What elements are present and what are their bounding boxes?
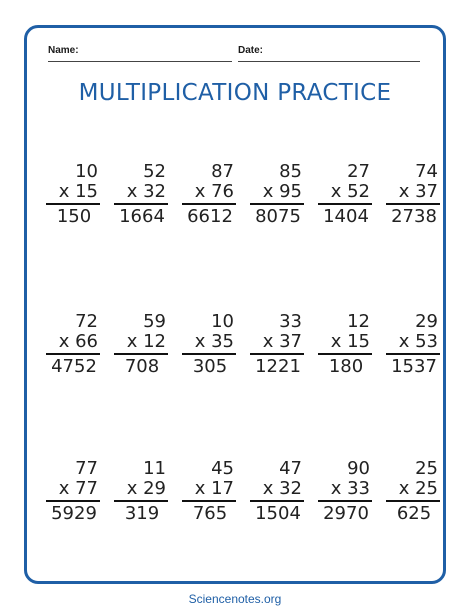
problem-rule — [386, 500, 440, 502]
problem-answer: 305 — [192, 356, 228, 377]
problem-rule — [46, 203, 100, 205]
problem-answer: 6612 — [187, 206, 233, 227]
problem-multiplier: x 25 — [398, 478, 438, 499]
problem-answer: 1221 — [255, 356, 301, 377]
problem-multiplier: x 76 — [194, 181, 234, 202]
problem — [110, 459, 174, 524]
problem-multiplier: x 37 — [262, 331, 302, 352]
problem-rule — [46, 353, 100, 355]
problem — [314, 162, 378, 227]
problem-answer: 1504 — [255, 503, 301, 524]
problem-multiplicand: 33 — [279, 311, 302, 332]
date-line — [238, 61, 420, 62]
problem-rule — [114, 500, 168, 502]
problem-rule — [114, 203, 168, 205]
problem — [110, 312, 174, 377]
problem-multiplicand: 47 — [279, 458, 302, 479]
problem-answer: 1537 — [391, 356, 437, 377]
name-label: Name: — [48, 45, 79, 56]
problem — [382, 162, 446, 227]
problem-multiplicand: 27 — [347, 161, 370, 182]
problem-multiplier: x 32 — [126, 181, 166, 202]
problem — [382, 312, 446, 377]
problem-rule — [318, 353, 372, 355]
problem-rule — [250, 353, 304, 355]
problem-multiplier: x 15 — [58, 181, 98, 202]
problem-multiplier: x 32 — [262, 478, 302, 499]
problem — [42, 459, 106, 524]
problem-answer: 708 — [124, 356, 160, 377]
problem-rule — [250, 500, 304, 502]
problem-answer: 180 — [328, 356, 364, 377]
problem — [314, 459, 378, 524]
problem-answer: 4752 — [51, 356, 97, 377]
problem-multiplicand: 85 — [279, 161, 302, 182]
page-title: MULTIPLICATION PRACTICE — [78, 80, 392, 106]
name-line — [48, 61, 232, 62]
date-label: Date: — [238, 45, 264, 56]
problem-multiplicand: 72 — [75, 311, 98, 332]
problem-multiplier: x 35 — [194, 331, 234, 352]
problem-answer: 1664 — [119, 206, 165, 227]
problem-answer: 150 — [56, 206, 92, 227]
problem-multiplier: x 77 — [58, 478, 98, 499]
problem-rule — [46, 500, 100, 502]
problem-multiplier: x 52 — [330, 181, 370, 202]
problem-multiplicand: 74 — [415, 161, 438, 182]
problem-multiplier: x 33 — [330, 478, 370, 499]
problem — [42, 312, 106, 377]
problem-multiplicand: 87 — [211, 161, 234, 182]
problem — [246, 459, 310, 524]
problem-multiplicand: 77 — [75, 458, 98, 479]
problem-multiplier: x 15 — [330, 331, 370, 352]
problem-multiplicand: 12 — [347, 311, 370, 332]
problem-rule — [318, 500, 372, 502]
problem-multiplier: x 12 — [126, 331, 166, 352]
problem-answer: 8075 — [255, 206, 301, 227]
problem-rule — [114, 353, 168, 355]
problem-multiplicand: 90 — [347, 458, 370, 479]
problem-answer: 319 — [124, 503, 160, 524]
problem-multiplier: x 95 — [262, 181, 302, 202]
problem-rule — [386, 203, 440, 205]
problem — [382, 459, 446, 524]
problem-rule — [318, 203, 372, 205]
problem-multiplier: x 37 — [398, 181, 438, 202]
problem-multiplier: x 66 — [58, 331, 98, 352]
problem-multiplicand: 52 — [143, 161, 166, 182]
problem-answer: 2970 — [323, 503, 369, 524]
problem-answer: 1404 — [323, 206, 369, 227]
problem-rule — [250, 203, 304, 205]
footer-site-name: Sciencenotes.org — [188, 592, 282, 606]
problem-multiplicand: 29 — [415, 311, 438, 332]
problem — [178, 162, 242, 227]
problem — [110, 162, 174, 227]
problem-multiplier: x 29 — [126, 478, 166, 499]
problem-rule — [182, 203, 236, 205]
problem-answer: 2738 — [391, 206, 437, 227]
problem-multiplicand: 45 — [211, 458, 234, 479]
problem-answer: 625 — [396, 503, 432, 524]
problem-rule — [182, 500, 236, 502]
problem-rule — [182, 353, 236, 355]
problem-multiplier: x 53 — [398, 331, 438, 352]
date-field — [238, 45, 263, 56]
problem — [246, 312, 310, 377]
problem-multiplicand: 25 — [415, 458, 438, 479]
problem — [178, 312, 242, 377]
problem — [246, 162, 310, 227]
problem-multiplicand: 10 — [75, 161, 98, 182]
problem-multiplicand: 59 — [143, 311, 166, 332]
problem — [314, 312, 378, 377]
problem-multiplicand: 10 — [211, 311, 234, 332]
problem-rule — [386, 353, 440, 355]
problem — [178, 459, 242, 524]
problem-answer: 765 — [192, 503, 228, 524]
problem-multiplicand: 11 — [143, 458, 166, 479]
problem-answer: 5929 — [51, 503, 97, 524]
name-field — [48, 45, 79, 56]
problem — [42, 162, 106, 227]
problem-multiplier: x 17 — [194, 478, 234, 499]
